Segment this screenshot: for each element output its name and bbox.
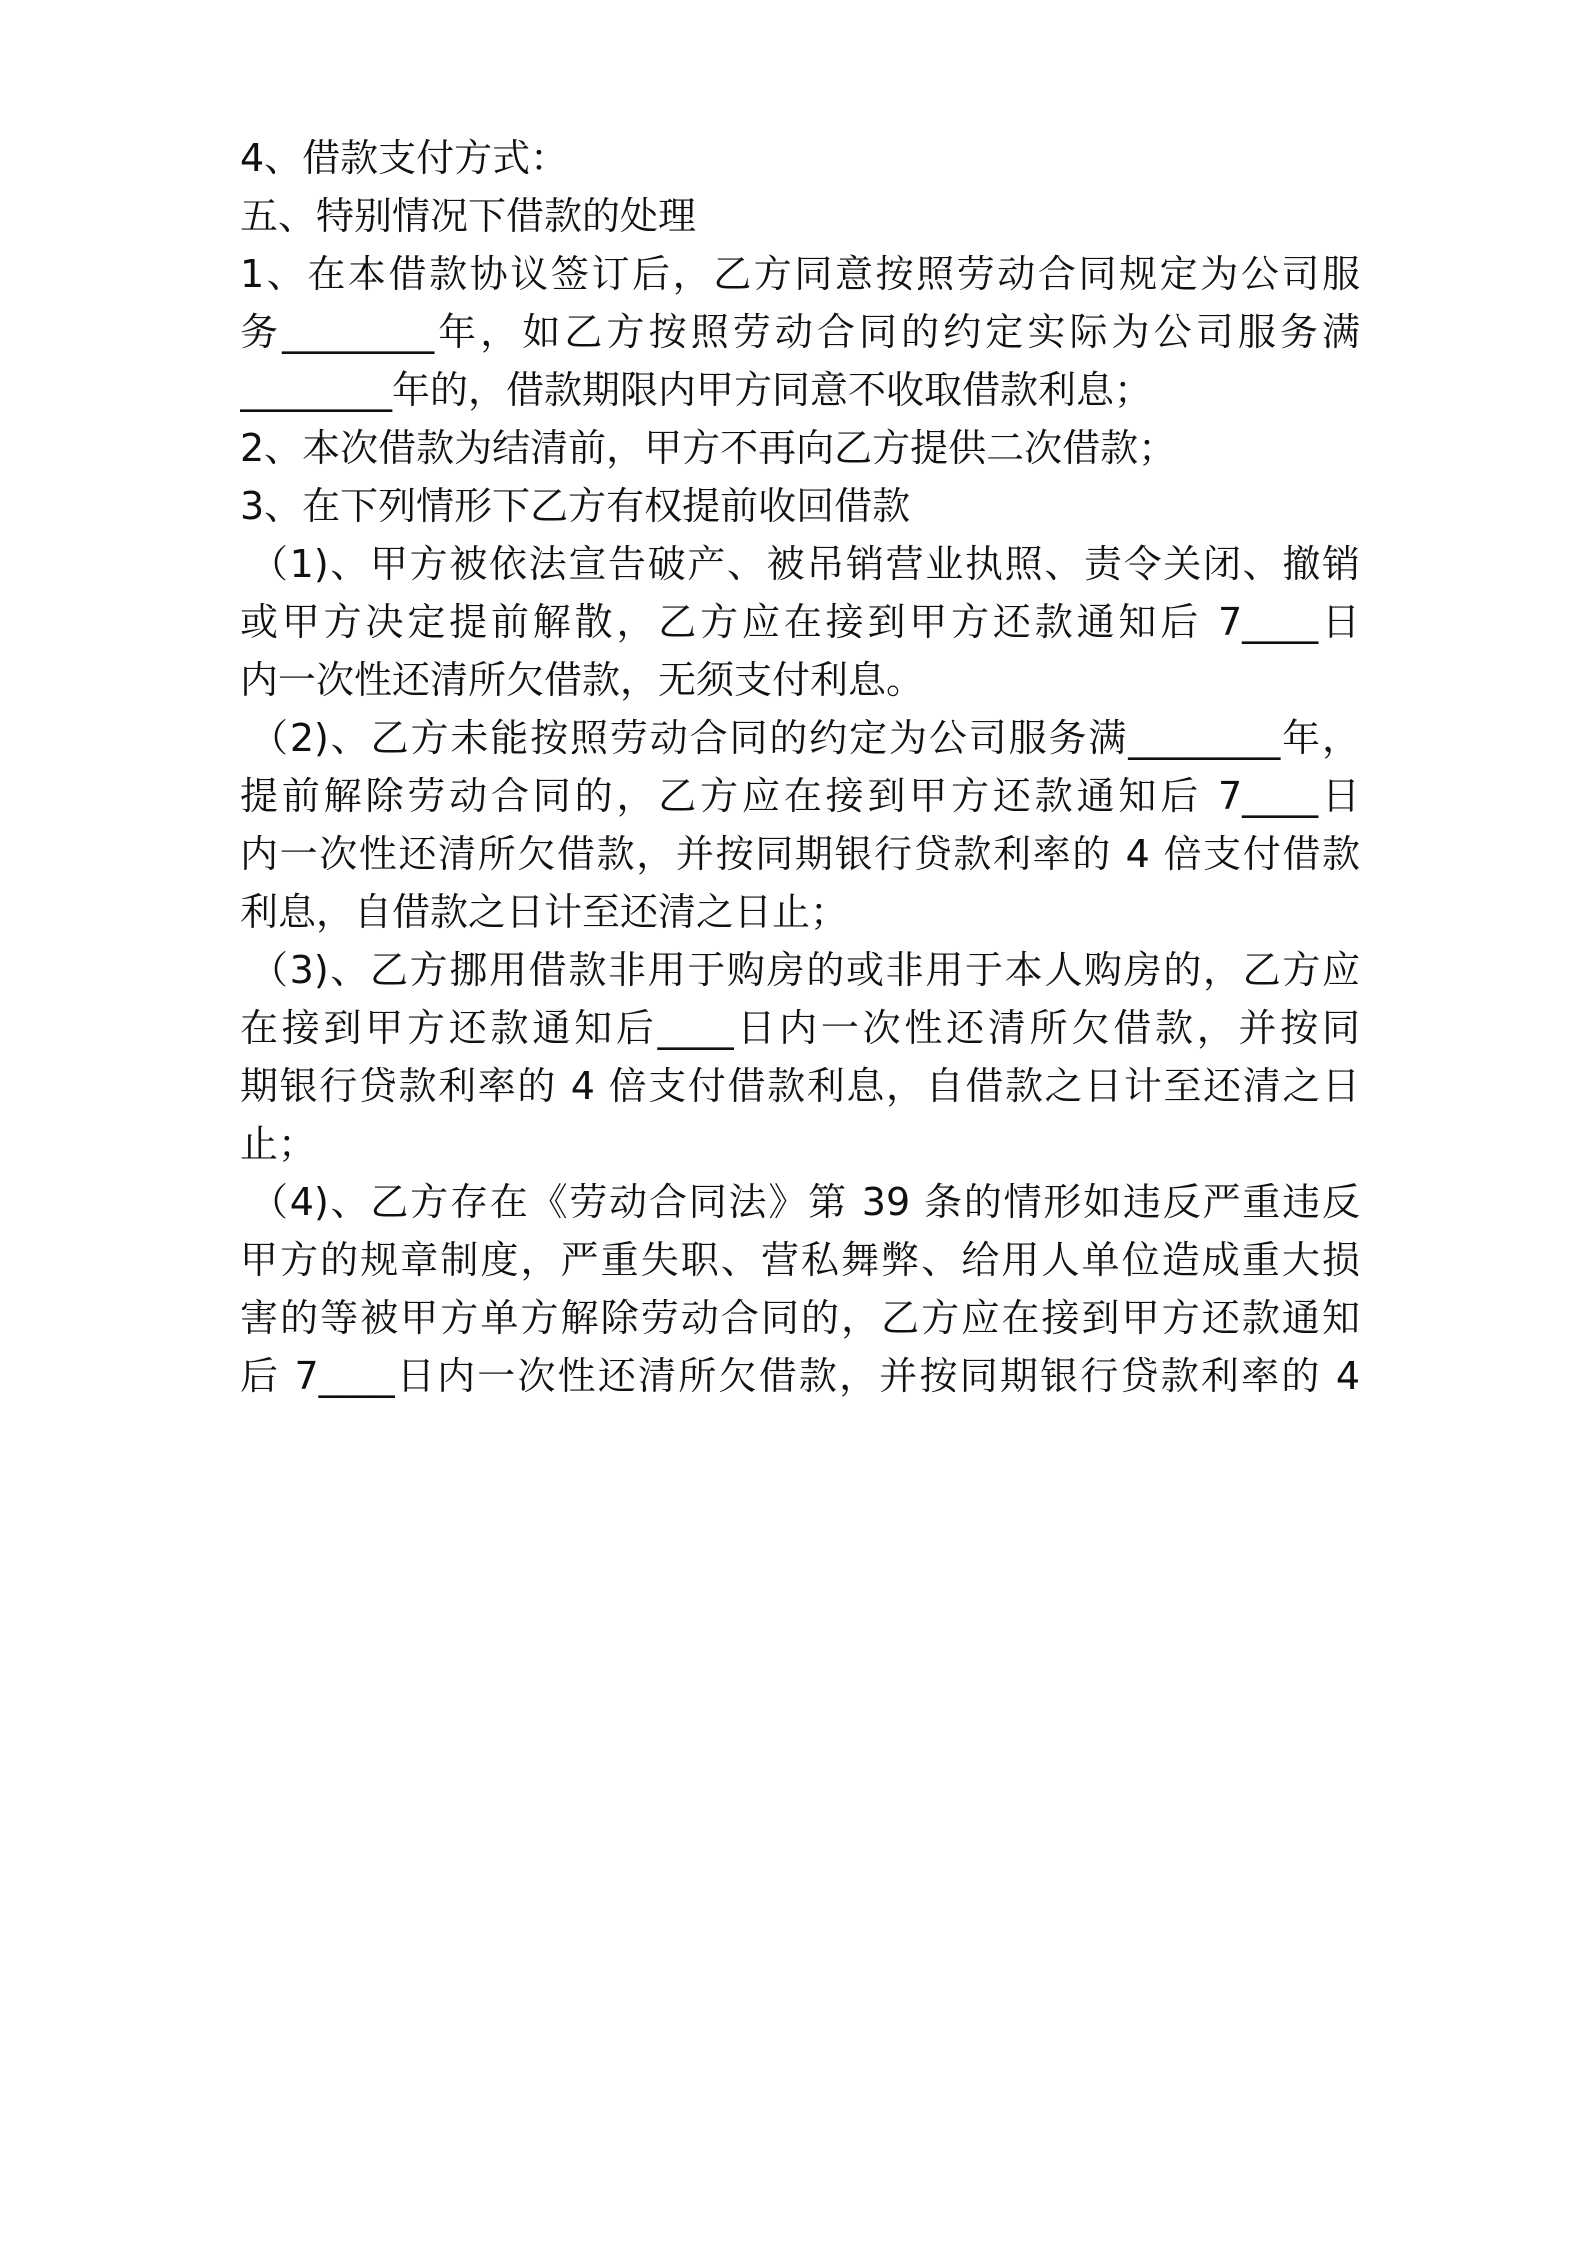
item-3-line-2: 在接到甲方还款通知后____日内一次性还清所欠借款，并按同 [240,1006,1360,1050]
clause-1-line-3: ________年的，借款期限内甲方同意不收取借款利息； [240,368,1153,412]
clause-2: 2、本次借款为结清前，甲方不再向乙方提供二次借款； [240,426,1177,470]
item-4-line-1: （4)、乙方存在《劳动合同法》第 39 条的情形如违反严重违反 [250,1180,1360,1224]
item-2-line-3: 内一次性还清所欠借款，并按同期银行贷款利率的 4 倍支付借款 [240,832,1360,876]
item-4-line-2: 甲方的规章制度，严重失职、营私舞弊、给用人单位造成重大损 [240,1238,1360,1282]
item-4-line-3: 害的等被甲方单方解除劳动合同的，乙方应在接到甲方还款通知 [240,1296,1360,1340]
item-1-line-1: （1)、甲方被依法宣告破产、被吊销营业执照、责令关闭、撤销 [250,542,1360,586]
item-3-line-4: 止； [240,1122,317,1166]
item-2-line-2: 提前解除劳动合同的，乙方应在接到甲方还款通知后 7____日 [240,774,1360,818]
item-1-line-3: 内一次性还清所欠借款，无须支付利息。 [240,658,925,702]
item-3-line-1: （3)、乙方挪用借款非用于购房的或非用于本人购房的，乙方应 [250,948,1360,992]
item-2-line-1: （2)、乙方未能按照劳动合同的约定为公司服务满________年， [250,716,1360,760]
item-1-line-2: 或甲方决定提前解散，乙方应在接到甲方还款通知后 7____日 [240,600,1360,644]
clause-1-line-1: 1、在本借款协议签订后，乙方同意按照劳动合同规定为公司服 [240,252,1360,296]
line-payment-method: 4、借款支付方式： [240,136,569,180]
clause-3-heading: 3、在下列情形下乙方有权提前收回借款 [240,484,911,528]
section-heading-special-cases: 五、特别情况下借款的处理 [240,194,697,238]
clause-1-line-2: 务________年，如乙方按照劳动合同的约定实际为公司服务满 [240,310,1360,354]
item-2-line-4: 利息，自借款之日计至还清之日止； [240,890,849,934]
item-3-line-3: 期银行贷款利率的 4 倍支付借款利息，自借款之日计至还清之日 [240,1064,1360,1108]
item-4-line-4: 后 7____日内一次性还清所欠借款，并按同期银行贷款利率的 4 [240,1354,1360,1398]
